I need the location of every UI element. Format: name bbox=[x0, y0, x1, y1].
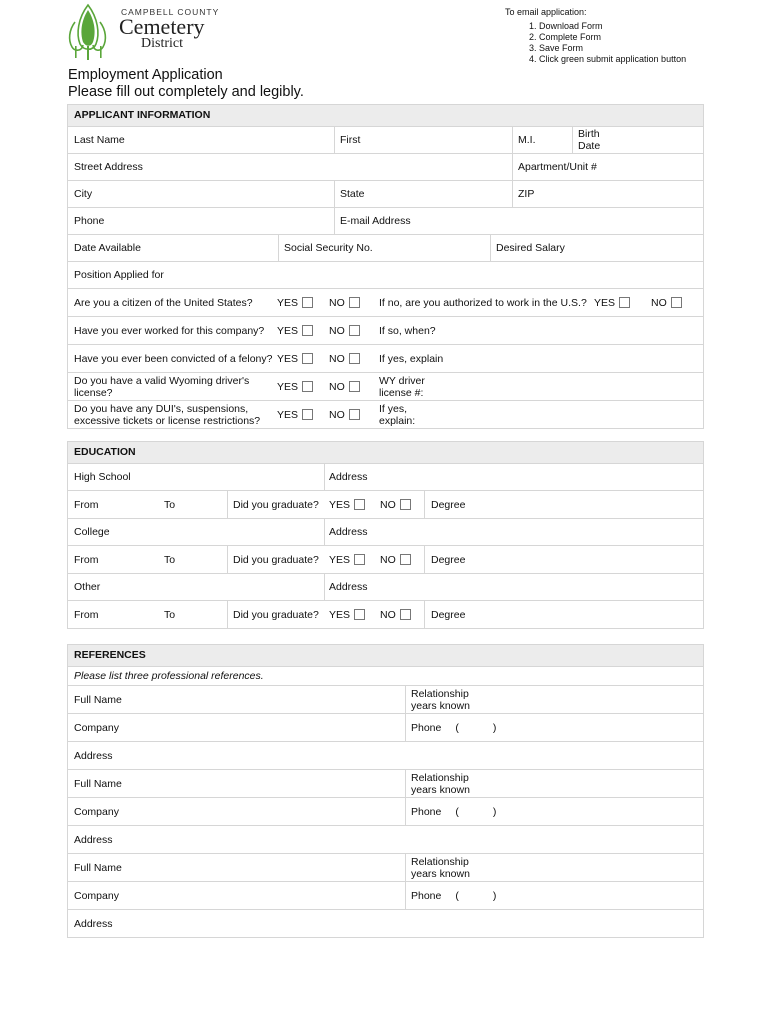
other-school-field[interactable]: Other bbox=[74, 581, 101, 593]
dui-question: Do you have any DUI's, suspensions, excessive tickets or license restrictions? bbox=[74, 402, 261, 427]
worked-question: Have you ever worked for this company? bbox=[74, 324, 265, 337]
felony-explain-field[interactable]: If yes, explain bbox=[379, 352, 444, 365]
phone-close-paren: ) bbox=[492, 889, 497, 902]
college-no-checkbox[interactable] bbox=[400, 554, 411, 565]
reference-3-full-name-field[interactable]: Full Name bbox=[74, 861, 122, 874]
applicant-section-heading: APPLICANT INFORMATION bbox=[68, 105, 703, 126]
reference-2-phone-field[interactable] bbox=[411, 798, 496, 825]
high-school-graduate-question: Did you graduate? bbox=[233, 498, 319, 511]
logo-line-2: Cemetery bbox=[119, 14, 205, 39]
reference-company-row bbox=[68, 881, 703, 909]
references-note: Please list three professional references. bbox=[74, 670, 264, 682]
phone-close-paren: ) bbox=[492, 805, 497, 818]
citizen-question: Are you a citizen of the United States? bbox=[74, 296, 253, 309]
other-to-field[interactable]: To bbox=[164, 608, 176, 621]
city-field[interactable]: City bbox=[74, 188, 93, 200]
dui-no-label: NO bbox=[329, 408, 345, 421]
other-yes-label: YES bbox=[329, 608, 351, 621]
dui-explain-field[interactable]: If yes, explain: bbox=[379, 402, 416, 427]
dui-no-checkbox[interactable] bbox=[349, 409, 360, 420]
reference-name-row bbox=[68, 769, 703, 797]
dui-row bbox=[68, 400, 703, 428]
high-school-no-label: NO bbox=[380, 498, 396, 511]
instruction-step: 1. Download Form bbox=[539, 21, 686, 32]
reference-1-relationship-field[interactable]: Relationship years known bbox=[411, 687, 470, 712]
reference-address-row bbox=[68, 741, 703, 769]
state-field[interactable]: State bbox=[340, 188, 365, 200]
instruction-step: 4. Click green submit application button bbox=[539, 54, 686, 65]
apartment-unit-field[interactable]: Apartment/Unit # bbox=[518, 161, 597, 173]
high-school-from-field[interactable]: From bbox=[74, 498, 99, 511]
college-yes-label: YES bbox=[329, 553, 351, 566]
worked-when-field[interactable]: If so, when? bbox=[379, 324, 436, 337]
citizen-yes-checkbox[interactable] bbox=[302, 297, 313, 308]
references-note-row bbox=[68, 666, 703, 685]
other-no-checkbox[interactable] bbox=[400, 609, 411, 620]
felony-no-label: NO bbox=[329, 352, 345, 365]
authorized-no-checkbox[interactable] bbox=[671, 297, 682, 308]
school-row bbox=[68, 573, 703, 600]
desired-salary-field[interactable]: Desired Salary bbox=[496, 242, 565, 254]
reference-3-phone-field[interactable] bbox=[411, 882, 496, 909]
reference-company-row bbox=[68, 713, 703, 741]
citizen-row bbox=[68, 288, 703, 316]
high-school-field[interactable]: High School bbox=[74, 471, 131, 483]
phone-open-paren: ( bbox=[455, 889, 459, 902]
reference-3-company-field[interactable]: Company bbox=[74, 889, 119, 902]
name-row bbox=[68, 126, 703, 153]
felony-question: Have you ever been convicted of a felony? bbox=[74, 352, 273, 365]
references-section bbox=[67, 644, 704, 938]
citizen-no-label: NO bbox=[329, 296, 345, 309]
phone-open-paren: ( bbox=[455, 805, 459, 818]
other-no-label: NO bbox=[380, 608, 396, 621]
position-applied-field[interactable]: Position Applied for bbox=[74, 269, 164, 281]
other-school-address-field[interactable]: Address bbox=[329, 581, 368, 593]
address-row bbox=[68, 153, 703, 180]
license-number-field[interactable]: WY driver license #: bbox=[379, 374, 425, 399]
reference-name-row bbox=[68, 685, 703, 713]
instructions-heading: To email application: bbox=[505, 7, 587, 17]
citizen-no-checkbox[interactable] bbox=[349, 297, 360, 308]
other-degree-field[interactable]: Degree bbox=[431, 608, 466, 621]
license-question: Do you have a valid Wyoming driver's license? bbox=[74, 374, 250, 399]
phone-label: Phone bbox=[411, 889, 442, 902]
high-school-yes-checkbox[interactable] bbox=[354, 499, 365, 510]
position-row bbox=[68, 261, 703, 288]
worked-no-label: NO bbox=[329, 324, 345, 337]
phone-close-paren: ) bbox=[492, 721, 497, 734]
date-available-field[interactable]: Date Available bbox=[74, 242, 141, 254]
phone-label: Phone bbox=[411, 805, 442, 818]
reference-1-company-field[interactable]: Company bbox=[74, 721, 119, 734]
reference-address-row bbox=[68, 909, 703, 937]
felony-yes-checkbox[interactable] bbox=[302, 353, 313, 364]
reference-3-relationship-field[interactable]: Relationship years known bbox=[411, 855, 470, 880]
reference-1-address-field[interactable]: Address bbox=[74, 749, 113, 762]
license-no-checkbox[interactable] bbox=[349, 381, 360, 392]
ssn-field[interactable]: Social Security No. bbox=[284, 242, 373, 254]
phone-open-paren: ( bbox=[455, 721, 459, 734]
reference-address-row bbox=[68, 825, 703, 853]
availability-row bbox=[68, 234, 703, 261]
instruction-step: 3. Save Form bbox=[539, 43, 686, 54]
high-school-yes-label: YES bbox=[329, 498, 351, 511]
college-graduate-question: Did you graduate? bbox=[233, 553, 319, 566]
phone-row bbox=[68, 207, 703, 234]
college-field[interactable]: College bbox=[74, 526, 110, 538]
reference-1-full-name-field[interactable]: Full Name bbox=[74, 693, 122, 706]
references-section-heading: REFERENCES bbox=[68, 645, 703, 666]
authorized-question: If no, are you authorized to work in the U.S.? bbox=[379, 296, 587, 309]
form-title-main: Employment Application bbox=[68, 67, 223, 83]
school-dates-row bbox=[68, 490, 703, 518]
authorized-yes-label: YES bbox=[594, 296, 616, 309]
form-title-sub: Please fill out completely and legibly. bbox=[68, 84, 304, 100]
instructions-steps bbox=[505, 21, 686, 65]
felony-no-checkbox[interactable] bbox=[349, 353, 360, 364]
email-instructions bbox=[505, 7, 686, 65]
felony-yes-label: YES bbox=[277, 352, 299, 365]
instruction-step: 2. Complete Form bbox=[539, 32, 686, 43]
worked-yes-label: YES bbox=[277, 324, 299, 337]
citizen-yes-label: YES bbox=[277, 296, 299, 309]
high-school-address-field[interactable]: Address bbox=[329, 471, 368, 483]
reference-1-phone-field[interactable] bbox=[411, 714, 496, 741]
logo-line-3: District bbox=[141, 36, 183, 51]
logo-line-1: CAMPBELL COUNTY bbox=[121, 7, 220, 17]
college-from-field[interactable]: From bbox=[74, 553, 99, 566]
first-name-field[interactable]: First bbox=[340, 134, 361, 146]
campbell-county-cemetery-logo bbox=[66, 2, 226, 64]
phone-label: Phone bbox=[411, 721, 442, 734]
school-row bbox=[68, 518, 703, 545]
school-dates-row bbox=[68, 600, 703, 628]
felony-row bbox=[68, 344, 703, 372]
reference-company-row bbox=[68, 797, 703, 825]
reference-2-address-field[interactable]: Address bbox=[74, 833, 113, 846]
worked-row bbox=[68, 316, 703, 344]
city-row bbox=[68, 180, 703, 207]
birth-date-field[interactable]: Birth Date bbox=[578, 128, 601, 152]
college-address-field[interactable]: Address bbox=[329, 526, 368, 538]
dui-yes-label: YES bbox=[277, 408, 299, 421]
license-row bbox=[68, 372, 703, 400]
middle-initial-field[interactable]: M.I. bbox=[518, 134, 536, 146]
education-section-heading: EDUCATION bbox=[68, 442, 703, 463]
dui-yes-checkbox[interactable] bbox=[302, 409, 313, 420]
high-school-to-field[interactable]: To bbox=[164, 498, 176, 511]
worked-no-checkbox[interactable] bbox=[349, 325, 360, 336]
college-no-label: NO bbox=[380, 553, 396, 566]
other-from-field[interactable]: From bbox=[74, 608, 99, 621]
reference-2-company-field[interactable]: Company bbox=[74, 805, 119, 818]
reference-3-address-field[interactable]: Address bbox=[74, 917, 113, 930]
college-to-field[interactable]: To bbox=[164, 553, 176, 566]
applicant-information-section bbox=[67, 104, 704, 429]
license-yes-label: YES bbox=[277, 380, 299, 393]
worked-yes-checkbox[interactable] bbox=[302, 325, 313, 336]
authorized-yes-checkbox[interactable] bbox=[619, 297, 630, 308]
other-graduate-question: Did you graduate? bbox=[233, 608, 319, 621]
license-yes-checkbox[interactable] bbox=[302, 381, 313, 392]
education-section bbox=[67, 441, 704, 629]
reference-2-full-name-field[interactable]: Full Name bbox=[74, 777, 122, 790]
email-field[interactable]: E-mail Address bbox=[340, 215, 411, 227]
zip-field[interactable]: ZIP bbox=[518, 188, 535, 200]
high-school-no-checkbox[interactable] bbox=[400, 499, 411, 510]
school-dates-row bbox=[68, 545, 703, 573]
last-name-field[interactable]: Last Name bbox=[74, 134, 125, 146]
reference-2-relationship-field[interactable]: Relationship years known bbox=[411, 771, 470, 796]
street-address-field[interactable]: Street Address bbox=[74, 161, 143, 173]
phone-field[interactable]: Phone bbox=[74, 215, 105, 227]
form-title bbox=[68, 67, 304, 101]
school-row bbox=[68, 463, 703, 490]
college-yes-checkbox[interactable] bbox=[354, 554, 365, 565]
other-yes-checkbox[interactable] bbox=[354, 609, 365, 620]
college-degree-field[interactable]: Degree bbox=[431, 553, 466, 566]
high-school-degree-field[interactable]: Degree bbox=[431, 498, 466, 511]
reference-name-row bbox=[68, 853, 703, 881]
license-no-label: NO bbox=[329, 380, 345, 393]
authorized-no-label: NO bbox=[651, 296, 667, 309]
